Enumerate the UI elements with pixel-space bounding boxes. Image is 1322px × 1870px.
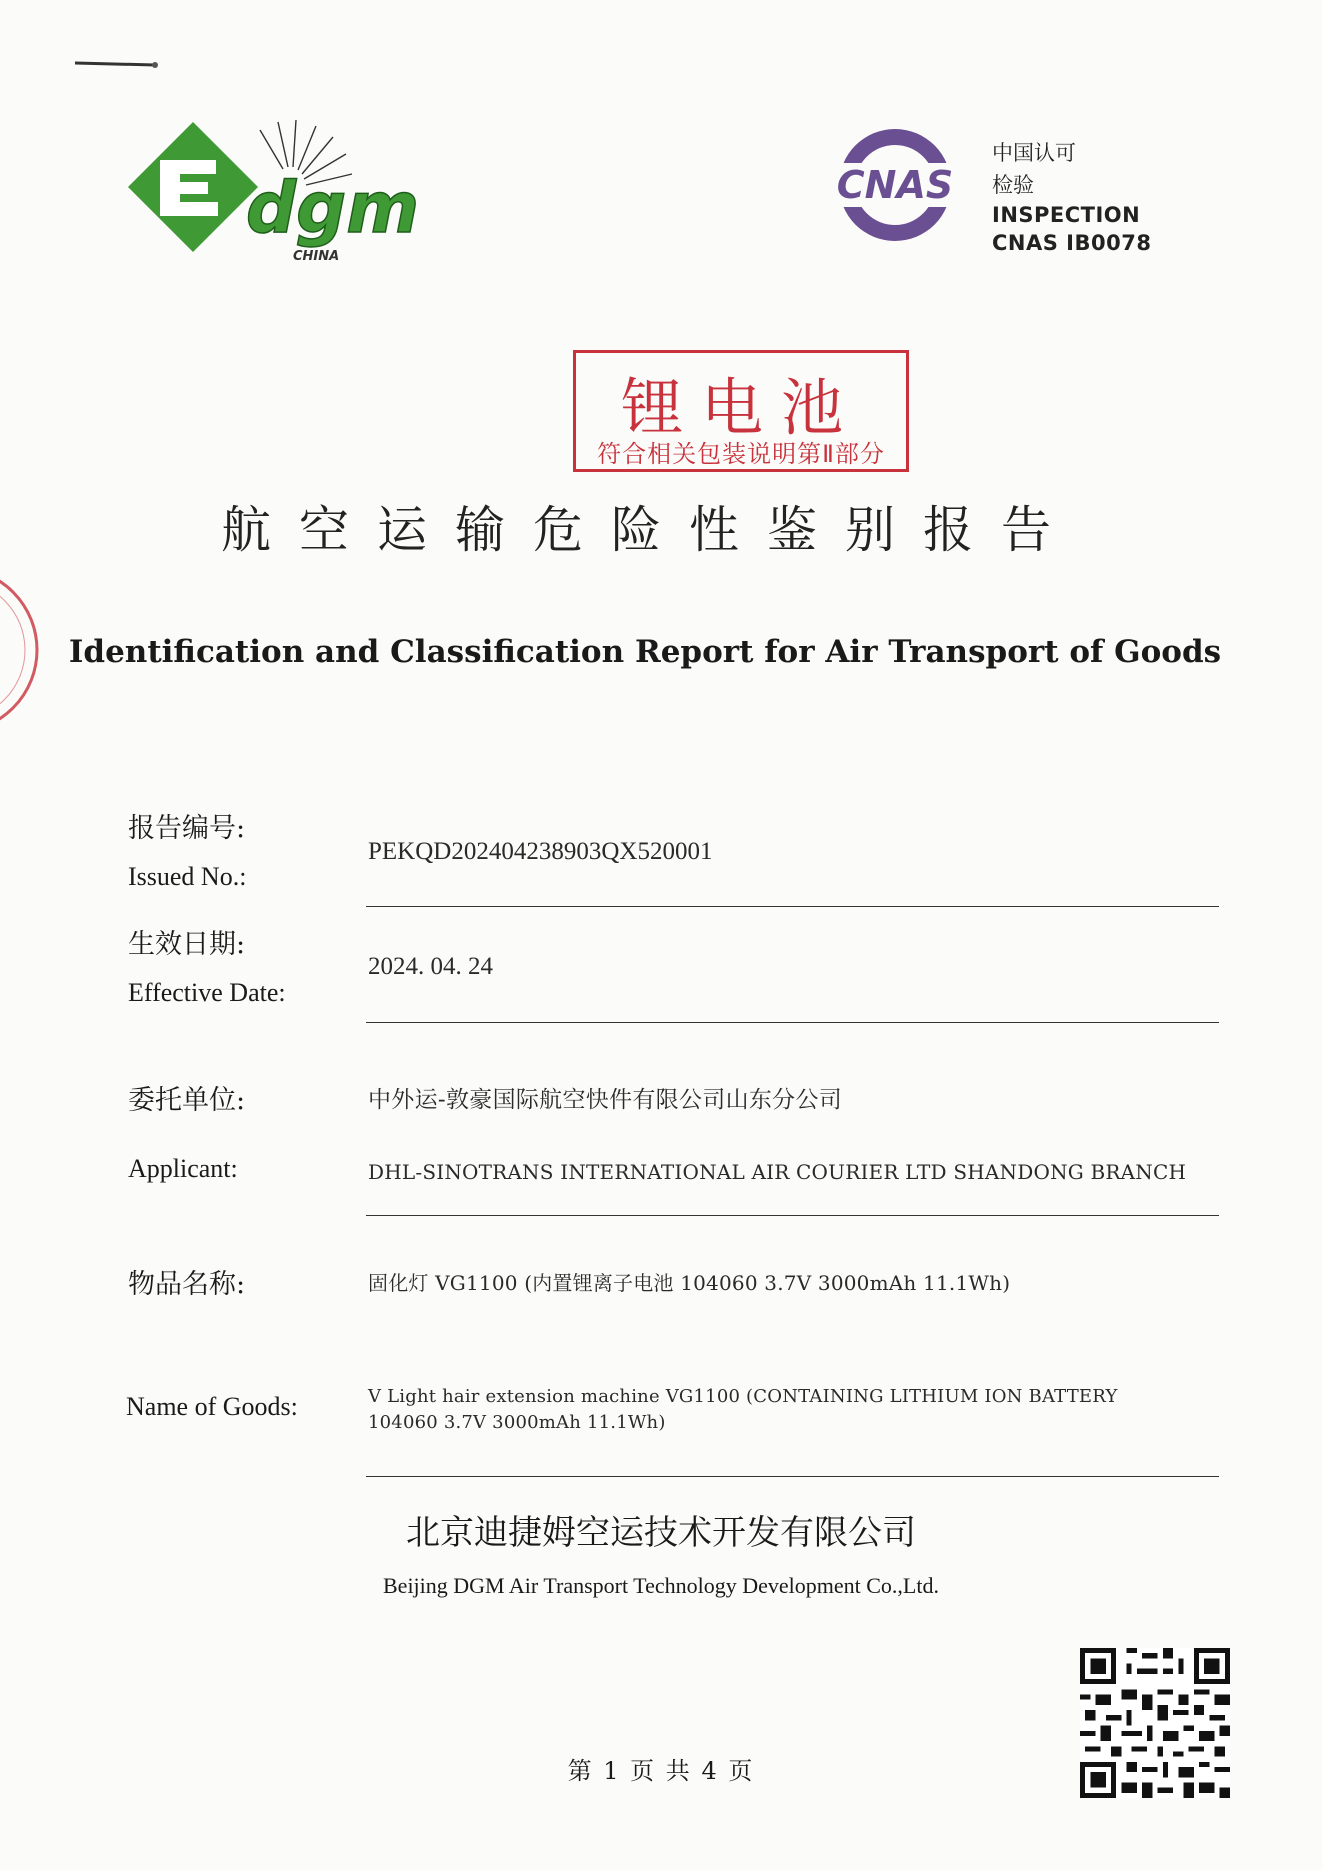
goods-value-en-line1: V Light hair extension machine VG1100 (CONTAINING LITHIUM ION BATTERY bbox=[368, 1386, 1118, 1407]
issued-no-label-cn: 报告编号: bbox=[128, 813, 246, 844]
effective-date-value: 2024. 04. 24 bbox=[368, 953, 493, 980]
issued-no-value: PEKQD202404238903QX520001 bbox=[368, 838, 713, 865]
cnas-en-line1: INSPECTION bbox=[992, 203, 1141, 227]
goods-value-en-line2: 104060 3.7V 3000mAh 11.1Wh) bbox=[368, 1412, 666, 1433]
issued-no-label-en: Issued No.: bbox=[128, 862, 247, 891]
goods-label-en: Name of Goods: bbox=[126, 1392, 298, 1421]
stamp-main-text: 锂电池 bbox=[620, 371, 861, 444]
effective-date-rule bbox=[366, 1022, 1219, 1023]
report-title-en: Identification and Classification Report for Air Transport of Goods bbox=[68, 634, 1222, 670]
effective-date-label-cn: 生效日期: bbox=[128, 929, 246, 960]
stamp-sub-text: 符合相关包装说明第Ⅱ部分 bbox=[597, 440, 885, 468]
cnas-logo-icon bbox=[820, 125, 970, 245]
company-name-cn: 北京迪捷姆空运技术开发有限公司 bbox=[406, 1513, 916, 1553]
svg-text:dgm: dgm bbox=[246, 167, 420, 249]
goods-value-cn: 固化灯 VG1100 (内置锂离子电池 104060 3.7V 3000mAh 11.1Wh) bbox=[368, 1271, 1011, 1295]
goods-rule bbox=[366, 1476, 1219, 1477]
effective-date-label-en: Effective Date: bbox=[128, 978, 286, 1007]
cnas-cn-line2: 检验 bbox=[992, 173, 1034, 197]
dgm-logo-icon bbox=[128, 112, 428, 262]
applicant-value-en: DHL-SINOTRANS INTERNATIONAL AIR COURIER LTD SHANDONG BRANCH bbox=[368, 1160, 1187, 1184]
cnas-en-line2: CNAS IB0078 bbox=[992, 231, 1152, 255]
report-title-cn: 航空运输危险性鉴别报告 bbox=[221, 501, 1079, 559]
applicant-value-cn: 中外运-敦豪国际航空快件有限公司山东分公司 bbox=[368, 1087, 843, 1113]
cnas-text-block bbox=[992, 137, 1151, 257]
company-name-en: Beijing DGM Air Transport Technology Development Co.,Ltd. bbox=[383, 1573, 939, 1598]
applicant-rule bbox=[366, 1215, 1219, 1216]
cnas-cn-line1: 中国认可 bbox=[992, 141, 1076, 165]
applicant-label-cn: 委托单位: bbox=[128, 1085, 246, 1116]
lithium-battery-stamp bbox=[573, 350, 909, 472]
cnas-logo-mark: CNAS bbox=[836, 163, 954, 207]
goods-label-cn: 物品名称: bbox=[128, 1269, 246, 1300]
dgm-logo-sub: CHINA bbox=[293, 249, 340, 262]
applicant-label-en: Applicant: bbox=[128, 1154, 238, 1183]
issued-no-rule bbox=[366, 906, 1219, 907]
page-number: 第 1 页 共 4 页 bbox=[567, 1757, 755, 1785]
scan-mark bbox=[75, 58, 160, 72]
